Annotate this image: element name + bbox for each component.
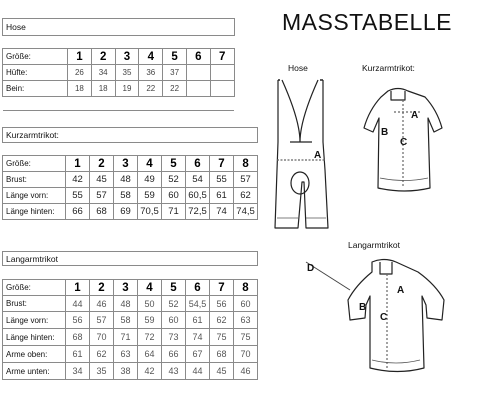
- table-cell: 61: [186, 312, 210, 329]
- table-cell: 63: [114, 346, 138, 363]
- size-number: 2: [91, 49, 115, 65]
- size-number: 6: [186, 156, 210, 172]
- table-cell: 60,5: [186, 188, 210, 204]
- table-cell: 60: [234, 296, 258, 312]
- table-cell: 63: [234, 312, 258, 329]
- table-cell: 59: [138, 188, 162, 204]
- table-cell: 55: [66, 188, 90, 204]
- size-number: 6: [186, 49, 210, 65]
- row-label: Länge hinten:: [3, 204, 66, 220]
- measure-label-c: C: [400, 137, 408, 148]
- measure-label-a: A: [411, 110, 419, 121]
- row-label: Länge hinten:: [3, 329, 66, 346]
- table-cell: 75: [234, 329, 258, 346]
- row-label: Bein:: [3, 81, 68, 97]
- table-cell: 50: [138, 296, 162, 312]
- size-number: 5: [162, 280, 186, 296]
- measure-label-a: A: [314, 150, 322, 161]
- measure-label-b: B: [381, 127, 389, 138]
- table-cell: 68: [90, 204, 114, 220]
- table-cell: 48: [114, 172, 138, 188]
- size-number: 3: [114, 280, 138, 296]
- table-cell: 72: [138, 329, 162, 346]
- row-label: Brust:: [3, 296, 66, 312]
- size-label: Größe:: [3, 49, 68, 65]
- row-label: Hüfte:: [3, 65, 68, 81]
- table-cell: 58: [114, 188, 138, 204]
- size-number: 8: [234, 280, 258, 296]
- table-cell: 35: [90, 363, 114, 380]
- table-cell: 59: [138, 312, 162, 329]
- kurzarm-table-title: Kurzarmtrikot:: [3, 128, 258, 143]
- table-cell: 74: [186, 329, 210, 346]
- table-cell: 42: [138, 363, 162, 380]
- row-label: Länge vorn:: [3, 188, 66, 204]
- table-cell: 18: [68, 81, 92, 97]
- table-cell: 45: [210, 363, 234, 380]
- measure-label-a: A: [397, 285, 405, 296]
- table-cell: 46: [90, 296, 114, 312]
- table-cell: 60: [162, 312, 186, 329]
- table-cell: 73: [162, 329, 186, 346]
- size-number: 4: [139, 49, 163, 65]
- table-cell: 42: [66, 172, 90, 188]
- table-cell: 61: [210, 188, 234, 204]
- table-cell: 52: [162, 296, 186, 312]
- table-cell: 22: [163, 81, 187, 97]
- table-cell: 66: [66, 204, 90, 220]
- hose-drawing-label: Hose: [288, 63, 308, 73]
- table-cell: 71: [162, 204, 186, 220]
- table-cell: 56: [210, 296, 234, 312]
- table-cell: 66: [162, 346, 186, 363]
- size-number: 2: [90, 280, 114, 296]
- table-cell: 34: [66, 363, 90, 380]
- size-number: 5: [162, 156, 186, 172]
- table-cell: 56: [66, 312, 90, 329]
- row-label: Brust:: [3, 172, 66, 188]
- size-label: Größe:: [3, 156, 66, 172]
- table-cell: 48: [114, 296, 138, 312]
- table-cell: 57: [90, 312, 114, 329]
- table-cell: 71: [114, 329, 138, 346]
- table-cell: 74,5: [234, 204, 258, 220]
- table-cell: 45: [90, 172, 114, 188]
- table-cell: 49: [138, 172, 162, 188]
- page-title: MASSTABELLE: [282, 9, 452, 35]
- table-cell: 70: [234, 346, 258, 363]
- size-number: 5: [163, 49, 187, 65]
- table-cell: 68: [66, 329, 90, 346]
- table-cell: 69: [114, 204, 138, 220]
- size-number: 7: [210, 156, 234, 172]
- size-number: 6: [186, 280, 210, 296]
- table-cell: 26: [68, 65, 92, 81]
- size-number: 4: [138, 156, 162, 172]
- table-cell: 61: [66, 346, 90, 363]
- table-cell: 37: [163, 65, 187, 81]
- table-cell: 70,5: [138, 204, 162, 220]
- table-cell: 54: [186, 172, 210, 188]
- table-cell: 55: [210, 172, 234, 188]
- table-cell: 43: [162, 363, 186, 380]
- table-cell: 62: [210, 312, 234, 329]
- measure-label-d: D: [307, 263, 315, 274]
- table-cell: 62: [234, 188, 258, 204]
- langarm-drawing-label: Langarmtrikot: [348, 240, 400, 250]
- measure-label-b: B: [359, 302, 367, 313]
- long-sleeve-jersey-drawing: [306, 260, 444, 372]
- table-cell: 57: [90, 188, 114, 204]
- size-number: 2: [90, 156, 114, 172]
- table-cell: 38: [114, 363, 138, 380]
- row-label: Arme oben:: [3, 346, 66, 363]
- table-cell: 54,5: [186, 296, 210, 312]
- size-number: 4: [138, 280, 162, 296]
- table-cell: 67: [186, 346, 210, 363]
- table-cell: 52: [162, 172, 186, 188]
- table-cell: 64: [138, 346, 162, 363]
- table-cell: 22: [139, 81, 163, 97]
- table-cell: 75: [210, 329, 234, 346]
- langarm-table-title: Langarmtrikot: [3, 252, 258, 266]
- size-number: 3: [114, 156, 138, 172]
- size-number: 1: [66, 156, 90, 172]
- table-cell: 18: [91, 81, 115, 97]
- table-cell: 35: [115, 65, 139, 81]
- size-number: 3: [115, 49, 139, 65]
- size-number: 1: [68, 49, 92, 65]
- table-cell: 58: [114, 312, 138, 329]
- table-cell: 36: [139, 65, 163, 81]
- table-cell: 60: [162, 188, 186, 204]
- size-number: 1: [66, 280, 90, 296]
- hose-table-title: Hose: [3, 19, 235, 36]
- table-cell: 19: [115, 81, 139, 97]
- table-cell: 34: [91, 65, 115, 81]
- table-cell: 44: [186, 363, 210, 380]
- measure-label-c: C: [380, 312, 388, 323]
- size-label: Größe:: [3, 280, 66, 296]
- size-number: 7: [210, 280, 234, 296]
- table-cell: 57: [234, 172, 258, 188]
- size-number: 7: [210, 49, 234, 65]
- table-cell: 72,5: [186, 204, 210, 220]
- row-label: Länge vorn:: [3, 312, 66, 329]
- table-cell: 44: [66, 296, 90, 312]
- table-cell: 62: [90, 346, 114, 363]
- table-cell: 68: [210, 346, 234, 363]
- table-cell: 46: [234, 363, 258, 380]
- size-number: 8: [234, 156, 258, 172]
- kurzarm-drawing-label: Kurzarmtrikot:: [362, 63, 415, 73]
- table-cell: 70: [90, 329, 114, 346]
- row-label: Arme unten:: [3, 363, 66, 380]
- table-cell: 74: [210, 204, 234, 220]
